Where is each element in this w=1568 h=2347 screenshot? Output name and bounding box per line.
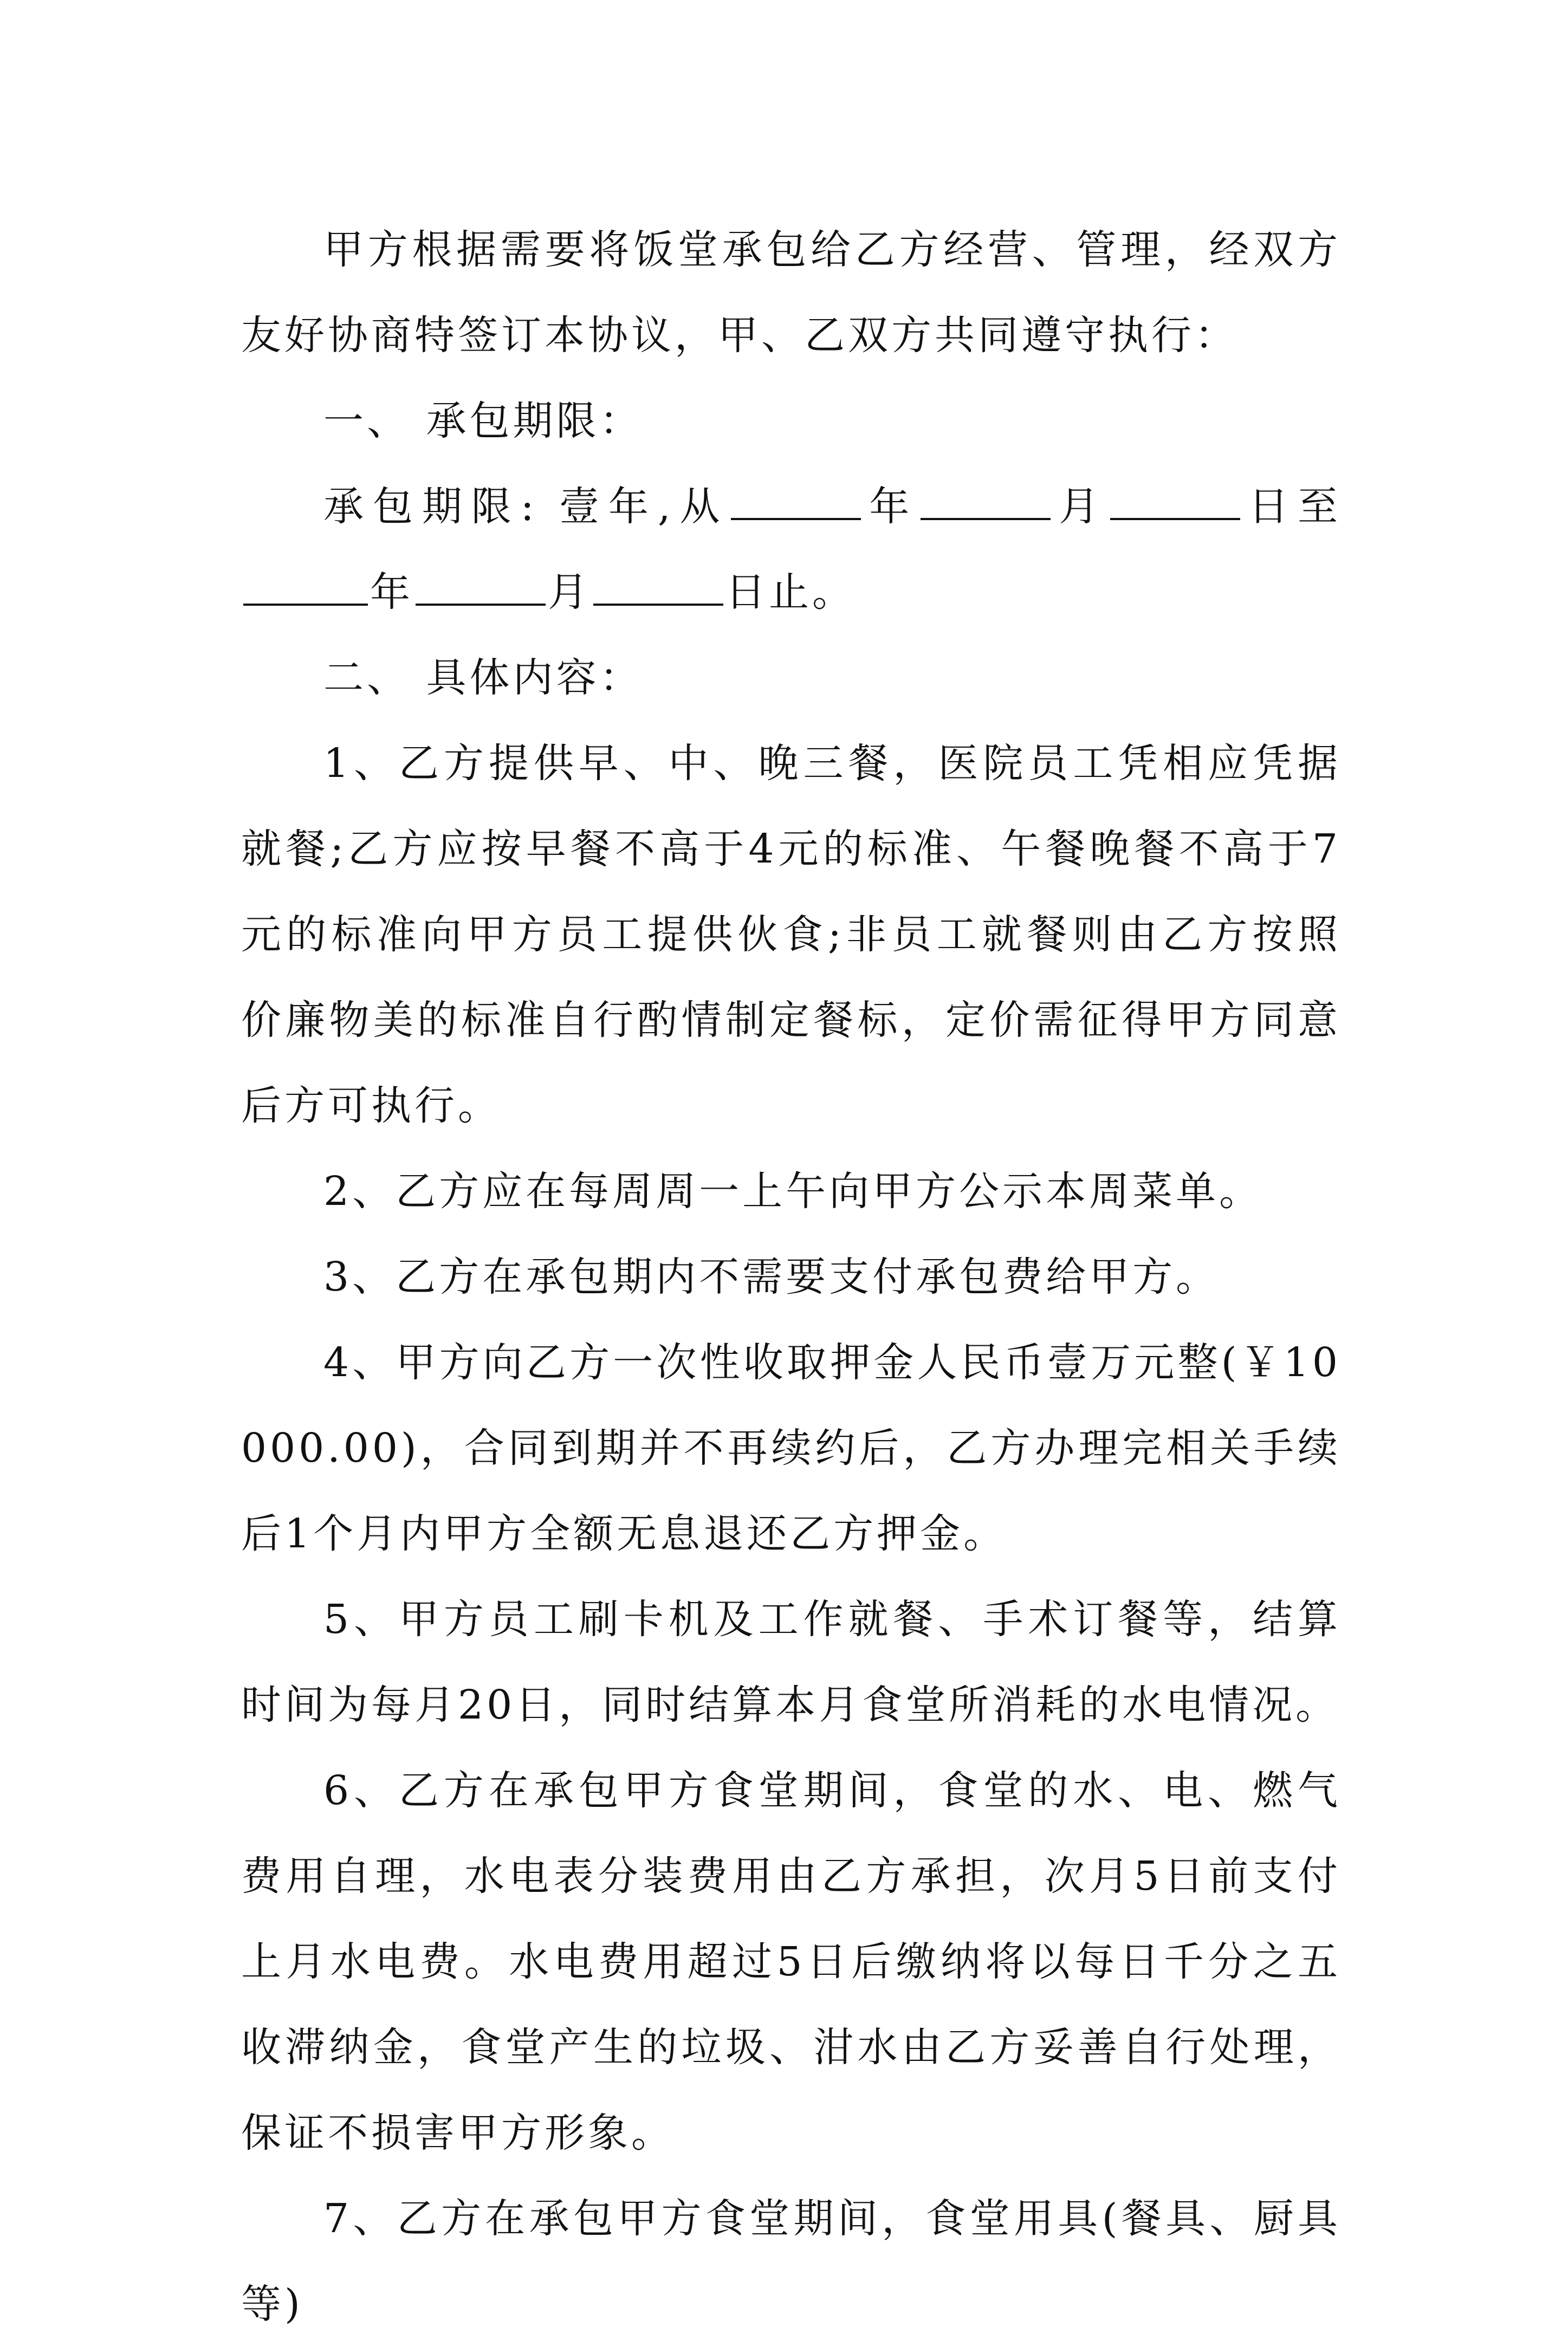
section-heading-term: 一、 承包期限： — [323, 398, 643, 444]
term-year2-label: 年 — [370, 569, 413, 615]
clause-5: 5、甲方员工刷卡机及工作就餐、手术订餐等，结算时间为每月20日，同时结算本月食堂所消耗的水电情况。 — [241, 1596, 1341, 1728]
clause-3: 3、乙方在承包期内不需要支付承包费给甲方。 — [323, 1254, 1220, 1300]
clause-7: 7、乙方在承包甲方食堂期间，食堂用具(餐具、厨具等) — [241, 2195, 1341, 2327]
blank-start-year — [731, 482, 861, 520]
term-year-label: 年 — [863, 483, 919, 530]
contract-body — [241, 207, 1341, 2347]
blank-end-day — [593, 568, 723, 606]
term-period-line — [241, 464, 1341, 635]
blank-end-month — [416, 568, 546, 606]
term-day-end-label: 日止。 — [725, 569, 856, 615]
term-month-label: 月 — [1053, 483, 1109, 530]
clause-2: 2、乙方应在每周周一上午向甲方公示本周菜单。 — [323, 1168, 1263, 1215]
blank-start-day — [1110, 482, 1240, 520]
term-day-to-label: 日至 — [1242, 483, 1342, 530]
clause-4: 4、甲方向乙方一次性收取押金人民币壹万元整(￥10000.00)，合同到期并不再续约后，乙方办理完相关手续后1个月内甲方全额无息退还乙方押金。 — [241, 1339, 1341, 1557]
term-month2-label: 月 — [548, 569, 591, 615]
clause-1: 1、乙方提供早、中、晚三餐，医院员工凭相应凭据就餐;乙方应按早餐不高于4元的标准、午餐晚餐不高于7元的标准向甲方员工提供伙食;非员工就餐则由乙方按照价廉物美的标准自行酌情制定餐标，定价需征得甲方同意后方可执行。 — [241, 740, 1341, 1129]
blank-start-month — [921, 482, 1051, 520]
intro-paragraph: 甲方根据需要将饭堂承包给乙方经营、管理，经双方友好协商特签订本协议，甲、乙双方共同遵守执行： — [241, 226, 1341, 359]
clause-6: 6、乙方在承包甲方食堂期间，食堂的水、电、燃气费用自理，水电表分装费用由乙方承担，次月5日前支付上月水电费。水电费用超过5日后缴纳将以每日千分之五收滞纳金，食堂产生的垃圾、泔水由乙方妥善自行处理，保证不损害甲方形象。 — [241, 1767, 1341, 2156]
section-heading-content: 二、 具体内容： — [323, 654, 643, 701]
term-prefix: 承包期限: 壹年,从 — [323, 483, 729, 530]
blank-end-year — [243, 568, 368, 606]
